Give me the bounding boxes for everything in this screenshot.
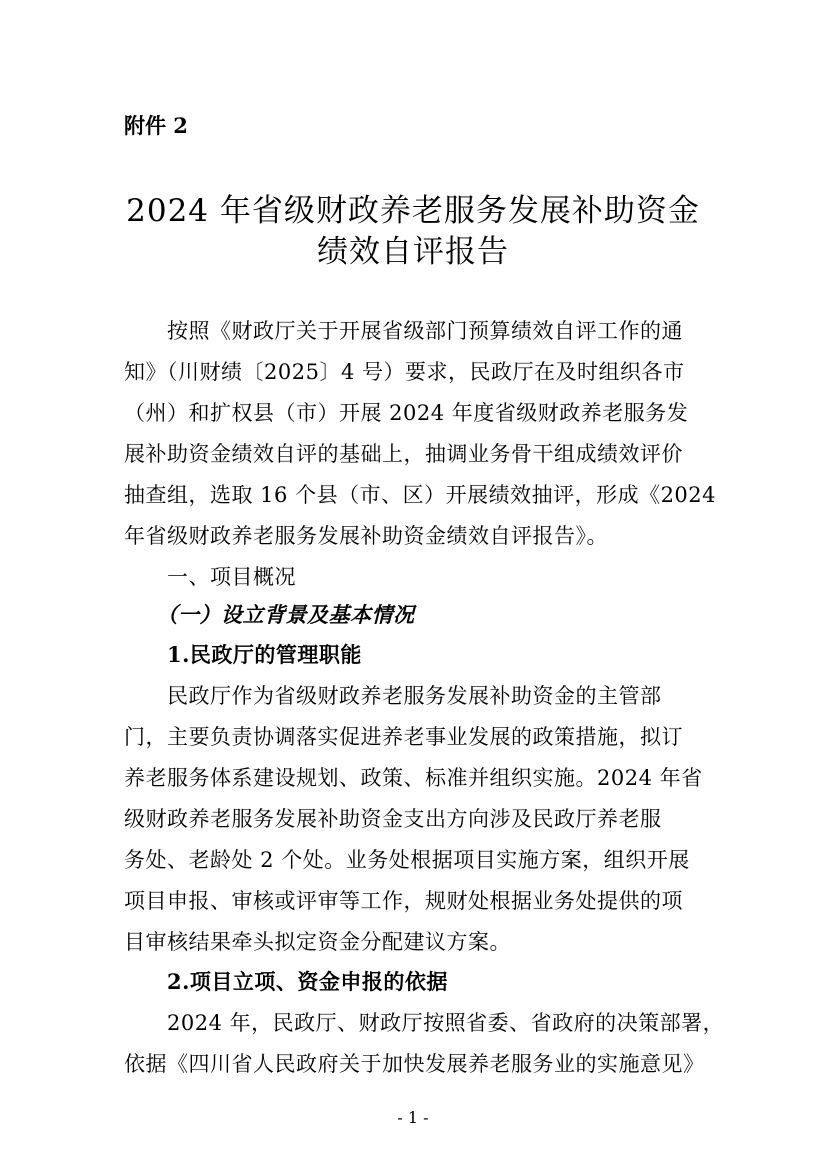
document-title-line-1: 2024 年省级财政养老服务发展补助资金 [126,193,700,229]
subsection-heading: （一）设立背景及基本情况 [124,602,415,627]
body-line: 抽查组，选取 16 个县（市、区）开展绩效抽评，形成《2024 [124,483,717,507]
page-number: - 1 - [397,1108,429,1127]
body-line: 级财政养老服务发展补助资金支出方向涉及民政厅养老服 [124,807,662,831]
body-line: 按照《财政厅关于开展省级部门预算绩效自评工作的通 [124,319,683,343]
body-line: 目审核结果牵头拟定资金分配建议方案。 [124,930,511,954]
body-line: 依据《四川省人民政府关于加快发展养老服务业的实施意见》 [124,1052,705,1076]
body-line: 年省级财政养老服务发展补助资金绩效自评报告》。 [124,524,608,548]
body-line: 知》（川财绩〔2025〕4 号）要求，民政厅在及时组织各市 [124,360,685,384]
attachment-label: 附件 2 [124,113,188,138]
item-heading-1: 1.民政厅的管理职能 [124,642,362,667]
body-line: 2024 年，民政厅、财政厅按照省委、省政府的决策部署， [124,1011,725,1035]
item-heading-2: 2.项目立项、资金申报的依据 [124,969,448,994]
document-title-line-2: 绩效自评报告 [317,234,509,270]
section-heading-1: 一、项目概况 [124,565,296,589]
body-line: 展补助资金绩效自评的基础上，抽调业务骨干组成绩效评价 [124,442,683,466]
body-line: 养老服务体系建设规划、政策、标准并组织实施。2024 年省 [124,766,703,790]
body-line: 门，主要负责协调落实促进养老事业发展的政策措施，拟订 [124,725,683,749]
body-line: 项目申报、审核或评审等工作，规财处根据业务处提供的项 [124,889,683,913]
body-line: 务处、老龄处 2 个处。业务处根据项目实施方案，组织开展 [124,848,690,872]
body-line: （州）和扩权县（市）开展 2024 年度省级财政养老服务发 [124,401,689,425]
body-line: 民政厅作为省级财政养老服务发展补助资金的主管部 [124,684,662,708]
